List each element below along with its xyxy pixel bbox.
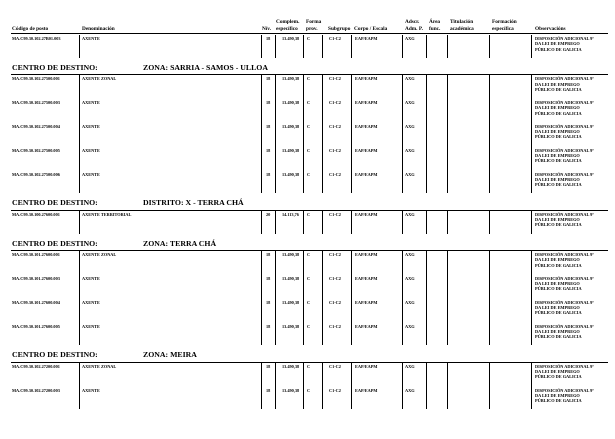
cell-code: MA.C99.30.101.27600.004 [12,299,60,305]
cell-code: MA.C99.30.102.27500.005 [12,147,60,153]
cell-complemento: 13.490,38 [282,275,300,281]
cell-forma: C [307,147,311,153]
cell-forma: C [307,275,311,281]
cell-code: MA.C99.30.102.27500.006 [12,171,60,177]
column-divider [351,75,352,193]
header-area-1: Área [429,19,441,25]
cell-corpo: EAP/EAPM [355,252,378,258]
cell-code: MA.C99.30.102.27200.003 [12,387,60,393]
cell-forma: C [307,36,311,41]
column-divider [303,75,304,193]
cell-adscricion: AXG [405,171,415,177]
column-divider [447,75,448,193]
cell-observacions: DISPOSICIÓN ADICIONAL 9ª DA LEI DE EMPREGO PÚBLICO DE GALICIA [535,36,594,52]
header-subgrupo: Subgrupo [328,26,351,32]
cell-complemento: 13.490,38 [282,252,300,258]
cell-subgrupo: C1-C2 [329,147,341,153]
cell-adscricion: AXG [405,252,415,258]
cell-denominacion: AXENTE ZONAL [82,76,117,82]
cell-code: MA.C99.30.102.27500.004 [12,123,60,129]
header-adscr-2: Adm. P. [405,26,423,32]
cell-forma: C [307,299,311,305]
section-rule [11,250,608,251]
cell-corpo: EAP/EAPM [355,275,378,281]
column-divider [489,251,490,345]
column-divider [303,35,304,58]
column-divider [531,363,532,410]
cell-niv: 18 [266,147,271,153]
header-observacions: Observacións [535,26,566,32]
cell-complemento: 13.490,38 [282,299,300,305]
cell-corpo: EAP/EAPM [355,100,378,106]
cell-forma: C [307,76,311,82]
cell-observacions: DISPOSICIÓN ADICIONAL 9ª DA LEI DE EMPREGO PÚBLICO DE GALICIA [535,387,594,404]
header-adscr-1: Adscr. [405,19,420,25]
column-divider [531,75,532,193]
cell-niv: 18 [266,387,271,393]
cell-complemento: 13.490,38 [282,100,300,106]
cell-corpo: EAP/EAPM [355,147,378,153]
cell-forma: C [307,123,311,129]
section-zone: DISTRITO: X - TERRA CHÁ [143,198,244,208]
cell-corpo: EAP/EAPM [355,299,378,305]
cell-denominacion: AXENTE [82,323,100,329]
cell-forma: C [307,252,311,258]
cell-complemento: 13.490,38 [282,363,300,369]
cell-subgrupo: C1-C2 [329,171,341,177]
header-codigo: Código de posto [12,26,49,32]
cell-complemento: 14.113,76 [282,211,299,217]
cell-subgrupo: C1-C2 [329,36,341,41]
column-divider [351,211,352,234]
column-divider [426,363,427,410]
cell-observacions: DISPOSICIÓN ADICIONAL 9ª DA LEI DE EMPREGO PÚBLICO DE GALICIA [535,211,594,228]
cell-observacions: DISPOSICIÓN ADICIONAL 9ª DA LEI DE EMPREGO PÚBLICO DE GALICIA [535,76,594,92]
cell-code: MA.C99.30.102.27B01.003 [12,36,61,41]
cell-niv: 20 [266,211,271,217]
header-titulacion-2: académica [450,26,474,32]
cell-denominacion: AXENTE [82,123,100,129]
cell-forma: C [307,323,311,329]
cell-corpo: EAP/EAPM [355,211,378,217]
column-divider [275,75,276,193]
cell-adscricion: AXG [405,323,415,329]
section-zone: ZONA: MEIRA [143,350,197,360]
section-rule [11,210,608,211]
cell-adscricion: AXG [405,36,415,41]
column-divider [303,363,304,410]
cell-niv: 18 [266,323,271,329]
cell-observacions: DISPOSICIÓN ADICIONAL 9ª DA LEI DE EMPREGO PÚBLICO DE GALICIA [535,252,594,268]
column-divider [402,75,403,193]
column-divider [402,211,403,234]
cell-denominacion: AXENTE [82,299,100,305]
header-denominacion: Denominación [82,26,115,32]
cell-forma: C [307,171,311,177]
cell-corpo: EAP/EAPM [355,36,378,41]
cell-complemento: 13.490,38 [282,171,300,177]
column-divider [351,251,352,345]
cell-observacions: DISPOSICIÓN ADICIONAL 9ª DA LEI DE EMPREGO PÚBLICO DE GALICIA [535,171,594,188]
column-divider [261,363,262,410]
cell-corpo: EAP/EAPM [355,123,378,129]
column-divider [489,211,490,234]
cell-subgrupo: C1-C2 [329,100,341,106]
header-forma-2: prov. [306,26,318,32]
cell-code: MA.C99.30.101.27600.003 [12,275,60,281]
cell-denominacion: AXENTE ZONAL [82,363,117,369]
cell-niv: 18 [266,36,271,41]
header-titulacion-1: Titulación [450,19,474,25]
column-divider [531,35,532,58]
column-divider [79,75,80,193]
cell-observacions: DISPOSICIÓN ADICIONAL 9ª DA LEI DE EMPREGO PÚBLICO DE GALICIA [535,100,594,116]
cell-denominacion: AXENTE [82,36,100,41]
cell-adscricion: AXG [405,363,415,369]
cell-niv: 18 [266,275,271,281]
column-divider [79,363,80,410]
column-divider [426,35,427,58]
cell-subgrupo: C1-C2 [329,76,341,82]
cell-adscricion: AXG [405,76,415,82]
section-rule [11,74,608,75]
cell-forma: C [307,363,311,369]
column-divider [489,75,490,193]
cell-observacions: DISPOSICIÓN ADICIONAL 9ª DA LEI DE EMPREGO PÚBLICO DE GALICIA [535,323,594,340]
header-niv: Nív. [262,26,271,32]
cell-complemento: 13.490,38 [282,147,300,153]
section-label: CENTRO DE DESTINO: [12,238,98,248]
section-rule [11,362,608,363]
cell-complemento: 13.490,38 [282,123,300,129]
column-divider [402,363,403,410]
column-divider [531,211,532,234]
column-divider [322,251,323,345]
cell-subgrupo: C1-C2 [329,387,341,393]
cell-denominacion: AXENTE [82,171,100,177]
column-divider [447,35,448,58]
column-divider [351,35,352,58]
header-formacion-2: específica [492,26,514,32]
header-area-2: func. [429,26,441,32]
cell-adscricion: AXG [405,299,415,305]
header-formacion-1: Formación [492,19,517,25]
column-divider [261,35,262,58]
cell-forma: C [307,211,311,217]
cell-niv: 18 [266,252,271,258]
cell-denominacion: AXENTE TERRITORIAL [82,211,132,217]
cell-denominacion: AXENTE [82,147,100,153]
column-divider [322,363,323,410]
cell-forma: C [307,387,311,393]
header-complem-2: específico [276,26,298,32]
column-divider [303,211,304,234]
cell-adscricion: AXG [405,147,415,153]
cell-code: MA.C99.30.101.27600.001 [12,252,60,258]
column-divider [489,35,490,58]
cell-complemento: 13.490,38 [282,387,300,393]
column-divider [489,363,490,410]
cell-observacions: DISPOSICIÓN ADICIONAL 9ª DA LEI DE EMPREGO PÚBLICO DE GALICIA [535,275,594,292]
cell-observacions: DISPOSICIÓN ADICIONAL 9ª DA LEI DE EMPREGO PÚBLICO DE GALICIA [535,299,594,316]
column-divider [261,211,262,234]
cell-adscricion: AXG [405,123,415,129]
header-forma-1: Forma [306,19,322,25]
cell-forma: C [307,100,311,106]
column-divider [447,211,448,234]
cell-subgrupo: C1-C2 [329,275,341,281]
cell-observacions: DISPOSICIÓN ADICIONAL 9ª DA LEI DE EMPREGO PÚBLICO DE GALICIA [535,123,594,140]
cell-subgrupo: C1-C2 [329,299,341,305]
cell-niv: 18 [266,76,271,82]
section-label: CENTRO DE DESTINO: [12,350,98,360]
column-divider [402,251,403,345]
column-divider [447,251,448,345]
column-divider [402,35,403,58]
cell-niv: 18 [266,363,271,369]
cell-code: MA.C99.30.100.27600.001 [12,211,60,217]
cell-adscricion: AXG [405,100,415,106]
section-label: CENTRO DE DESTINO: [12,62,98,72]
cell-adscricion: AXG [405,211,415,217]
column-divider [79,251,80,345]
cell-subgrupo: C1-C2 [329,252,341,258]
cell-denominacion: AXENTE ZONAL [82,252,117,258]
column-divider [275,35,276,58]
cell-observacions: DISPOSICIÓN ADICIONAL 9ª DA LEI DE EMPREGO PÚBLICO DE GALICIA [535,363,594,380]
cell-corpo: EAP/EAPM [355,171,378,177]
cell-subgrupo: C1-C2 [329,123,341,129]
column-divider [322,211,323,234]
column-divider [275,363,276,410]
column-divider [531,251,532,345]
column-divider [275,211,276,234]
cell-complemento: 13.490,38 [282,36,300,41]
cell-adscricion: AXG [405,275,415,281]
header-rule [11,33,608,34]
column-divider [261,251,262,345]
cell-complemento: 13.490,38 [282,76,300,82]
header-complem-1: Complem. [276,19,300,25]
cell-niv: 18 [266,171,271,177]
section-label: CENTRO DE DESTINO: [12,198,98,208]
column-divider [426,75,427,193]
column-divider [322,35,323,58]
cell-corpo: EAP/EAPM [355,387,378,393]
column-divider [447,363,448,410]
cell-denominacion: AXENTE [82,387,100,393]
cell-observacions: DISPOSICIÓN ADICIONAL 9ª DA LEI DE EMPREGO PÚBLICO DE GALICIA [535,147,594,164]
cell-subgrupo: C1-C2 [329,211,341,217]
column-divider [275,251,276,345]
cell-subgrupo: C1-C2 [329,363,341,369]
cell-denominacion: AXENTE [82,100,100,106]
column-divider [426,251,427,345]
column-divider [261,75,262,193]
cell-code: MA.C99.30.102.27500.001 [12,76,60,82]
cell-corpo: EAP/EAPM [355,76,378,82]
cell-niv: 18 [266,123,271,129]
cell-denominacion: AXENTE [82,275,100,281]
cell-corpo: EAP/EAPM [355,363,378,369]
column-divider [79,35,80,58]
column-divider [426,211,427,234]
column-divider [322,75,323,193]
cell-code: MA.C99.30.102.27200.001 [12,363,60,369]
cell-niv: 18 [266,100,271,106]
column-divider [351,363,352,410]
cell-subgrupo: C1-C2 [329,323,341,329]
column-divider [303,251,304,345]
section-zone: ZONA: SARRIA - SAMOS - ULLOA [143,62,268,72]
cell-complemento: 13.490,38 [282,323,300,329]
column-divider [79,211,80,234]
cell-adscricion: AXG [405,387,415,393]
cell-code: MA.C99.30.102.27500.003 [12,100,60,106]
cell-niv: 18 [266,299,271,305]
cell-corpo: EAP/EAPM [355,323,378,329]
header-corpo: Corpo / Escala [354,26,388,32]
cell-code: MA.C99.30.101.27600.005 [12,323,60,329]
section-zone: ZONA: TERRA CHÁ [143,238,217,248]
